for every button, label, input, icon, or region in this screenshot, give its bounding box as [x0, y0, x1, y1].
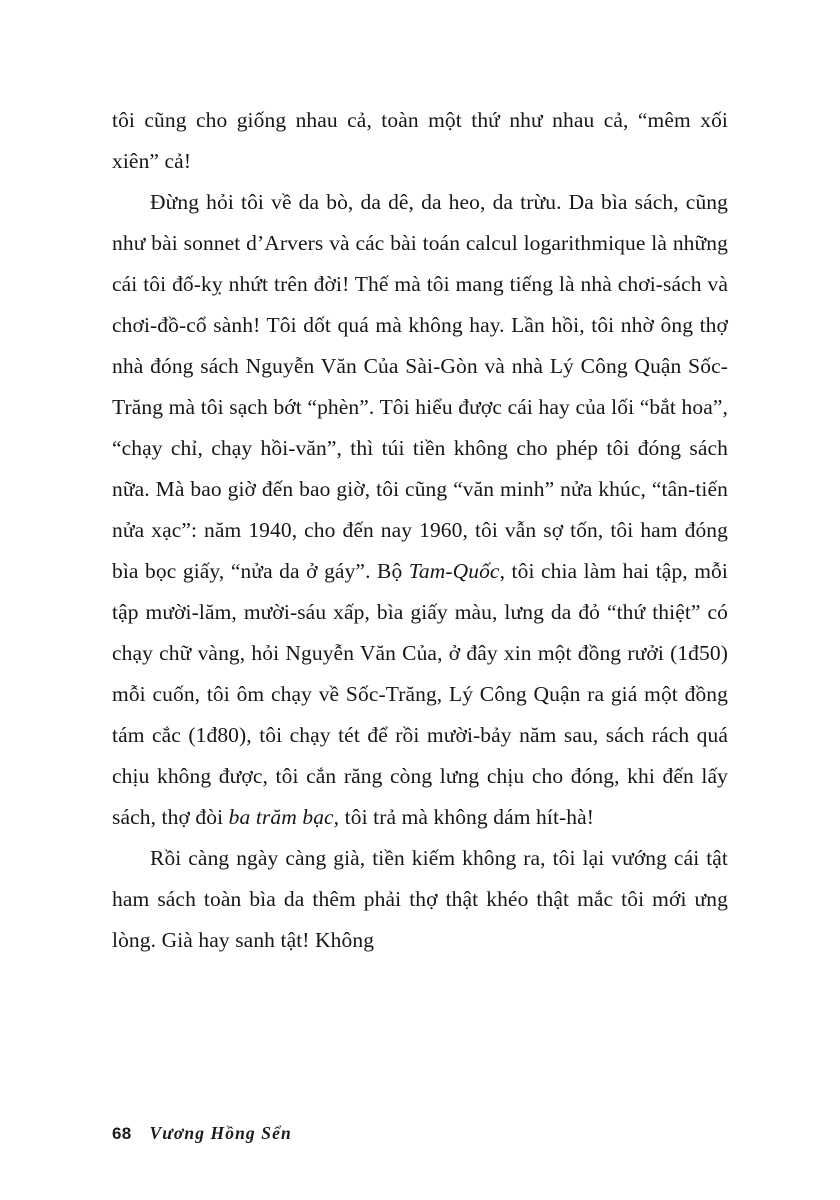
page-number: 68 — [112, 1124, 132, 1143]
paragraph-2-part-2: , tôi chia làm hai tập, mỗi tập mười-lăm, mười-sáu xấp, bìa giấy màu, lưng da đỏ “thứ thiệt” có chạy chữ vàng, hỏi Nguyễn Văn Của, ở đây xin một đồng rưởi (1đ50) mỗi cuốn, tôi ôm chạy về Sốc-Trăng, Lý Công Quận ra giá một đồng tám cắc (1đ80), tôi chạy tét để rồi mười-bảy năm sau, sách rách quá chịu không được, tôi cắn răng còng lưng chịu cho đóng, khi đến lấy sách, thợ đòi — [112, 559, 728, 829]
page-body — [112, 100, 728, 961]
paragraph-3: Rồi càng ngày càng già, tiền kiếm không ra, tôi lại vướng cái tật ham sách toàn bìa da thêm phải thợ thật khéo thật mắc tôi mới ưng lòng. Già hay sanh tật! Không — [112, 846, 728, 952]
running-head-author: Vương Hồng Sển — [149, 1123, 292, 1143]
paragraph-2-part-3: tôi trả mà không dám hít-hà! — [339, 805, 595, 829]
paragraph-2 — [112, 182, 728, 838]
paragraph-continuation: tôi cũng cho giống nhau cả, toàn một thứ như nhau cả, “mêm xối xiên” cả! — [112, 108, 728, 173]
page-footer — [112, 1123, 292, 1144]
paragraph-2-part-1: Đừng hỏi tôi về da bò, da dê, da heo, da trừu. Da bìa sách, cũng như bài sonnet d’Arvers và các bài toán calcul logarithmique là những cái tôi đố-kỵ nhứt trên đời! Thế mà tôi mang tiếng là nhà chơi-sách và chơi-đồ-cổ sành! Tôi dốt quá mà không hay. Lần hồi, tôi nhờ ông thợ nhà đóng sách Nguyễn Văn Của Sài-Gòn và nhà Lý Công Quận Sốc-Trăng mà tôi sạch bớt “phèn”. Tôi hiểu được cái hay của lối “bắt hoa”, “chạy chỉ, chạy hồi-văn”, thì túi tiền không cho phép tôi đóng sách nữa. Mà bao giờ đến bao giờ, tôi cũng “văn minh” nửa khúc, “tân-tiến nửa xạc”: năm 1940, cho đến nay 1960, tôi vẫn sợ tốn, tôi ham đóng bìa bọc giấy, “nửa da ở gáy”. Bộ — [112, 190, 728, 583]
italic-title-tam-quoc: Tam-Quốc — [408, 559, 500, 583]
italic-phrase-ba-tram-bac: ba trăm bạc, — [228, 805, 340, 829]
